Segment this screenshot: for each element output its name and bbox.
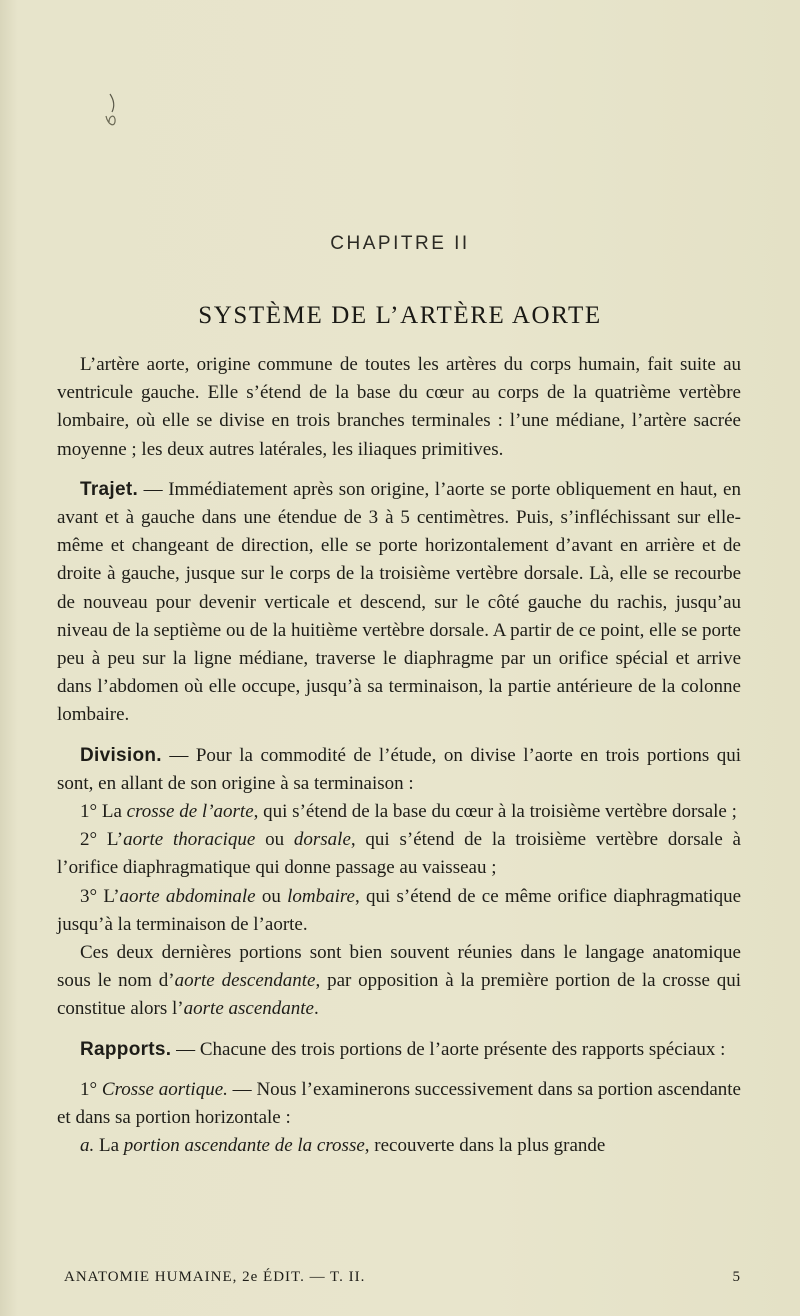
ces-text-3: .	[313, 998, 319, 1020]
crosse-number: 1°	[80, 1078, 102, 1100]
list-item-2-number: 2° L’	[80, 829, 124, 851]
paragraph-crosse	[57, 1076, 741, 1132]
running-title: ANATOMIE HUMAINE, 2e ÉDIT. — T. II.	[64, 1269, 366, 1285]
ces-text-2: , par opposition à la première portion de la crosse qui constitue alors l’	[57, 970, 742, 1020]
paragraph-a	[57, 1132, 741, 1160]
paragraph-rapports	[57, 1036, 741, 1064]
ces-term-ascendante: aorte ascendante	[183, 998, 314, 1020]
list-item-3-number: 3° L’	[80, 885, 120, 907]
chapter-title: SYSTÈME DE L’ARTÈRE AORTE	[198, 302, 602, 329]
a-text-2: , recouverte dans la plus grande	[364, 1135, 606, 1157]
paragraph-intro: L’artère aorte, origine commune de toutes les artères du corps humain, fait suite au ventricule gauche. Elle s’étend de la base du cœur au corps de la quatrième vertèbre lombaire, où elle se divise en trois branches terminales : l’une médiane, l’artère sacrée moyenne ; les deux autres latérales, les iliaques primitives.	[57, 354, 741, 460]
a-text-1: La	[94, 1135, 124, 1157]
list-item-3-text: , qui s’étend de ce même orifice diaphragmatique jusqu’à la terminaison de l’aorte.	[57, 885, 742, 935]
list-item-3-conjunction: ou	[255, 885, 288, 907]
list-item-2-term: aorte thoracique	[123, 829, 256, 851]
signature-mark: 5	[732, 1269, 741, 1285]
trajet-text: — Immédiatement après son origine, l’aorte se porte obliquement en haut, en avant et à gauche dans une étendue de 3 à 5 centimètres. Puis, s’infléchissant sur elle-même et changeant de direction, elle se porte horizontalement d’avant en arrière et de droite à gauche, jusque sur le corps de la troisième vertèbre dorsale. Là, elle se recourbe de nouveau pour devenir verticale et descend, sur le côté gauche du rachis, jusqu’au niveau de la septième ou de la huitième vertèbre dorsale. A partir de ce point, elle se porte peu à peu sur la ligne médiane, traverse le diaphragme par un orifice spécial et arrive dans l’abdomen où elle occupe, jusqu’à sa terminaison, la partie antérieure de la colonne lombaire.	[57, 478, 741, 726]
list-item-1-term: crosse de l’aorte	[126, 801, 254, 823]
paragraph-ces	[57, 939, 741, 1024]
section-label-trajet: Trajet.	[80, 478, 139, 500]
paragraph-trajet	[57, 476, 741, 730]
list-item-3-term-alt: lombaire	[287, 885, 355, 907]
list-item-2-text: , qui s’étend de la troisième vertèbre dorsale à l’orifice diaphragmatique qui donne passage au vaisseau ;	[57, 829, 741, 879]
a-term: portion ascendante de la crosse	[123, 1135, 365, 1157]
body-text	[57, 351, 741, 1160]
list-item-1-text: , qui s’étend de la base du cœur à la troisième vertèbre dorsale ;	[253, 801, 737, 823]
list-item-2-term-alt: dorsale	[293, 829, 351, 851]
crosse-text: — Nous l’examinerons successivement dans sa portion ascendante et dans sa portion horizontale :	[57, 1078, 741, 1129]
section-label-rapports: Rapports.	[80, 1038, 172, 1060]
a-letter: a.	[80, 1135, 95, 1157]
list-item-2	[57, 826, 741, 882]
list-item-2-conjunction: ou	[255, 829, 294, 851]
chapter-label: CHAPITRE II	[330, 233, 470, 254]
section-label-division: Division.	[80, 744, 162, 766]
ink-mark-icon	[100, 92, 122, 134]
ces-text-1: Ces deux dernières portions sont bien souvent réunies dans le langage anatomique sous le nom d’	[57, 942, 741, 992]
page-footer	[57, 1269, 741, 1286]
list-item-3-term: aorte abdominale	[119, 885, 256, 907]
division-text: — Pour la commodité de l’étude, on divise l’aorte en trois portions qui sont, en allant de son origine à sa terminaison :	[57, 744, 741, 794]
list-item-3	[57, 883, 741, 939]
ces-term-descendante: aorte descendante	[174, 970, 316, 992]
list-item-1-number: 1° La	[80, 801, 127, 823]
paragraph-division	[57, 742, 741, 798]
list-item-1	[57, 798, 741, 826]
rapports-text: — Chacune des trois portions de l’aorte présente des rapports spéciaux :	[171, 1038, 726, 1060]
crosse-term: Crosse aortique.	[101, 1078, 228, 1100]
